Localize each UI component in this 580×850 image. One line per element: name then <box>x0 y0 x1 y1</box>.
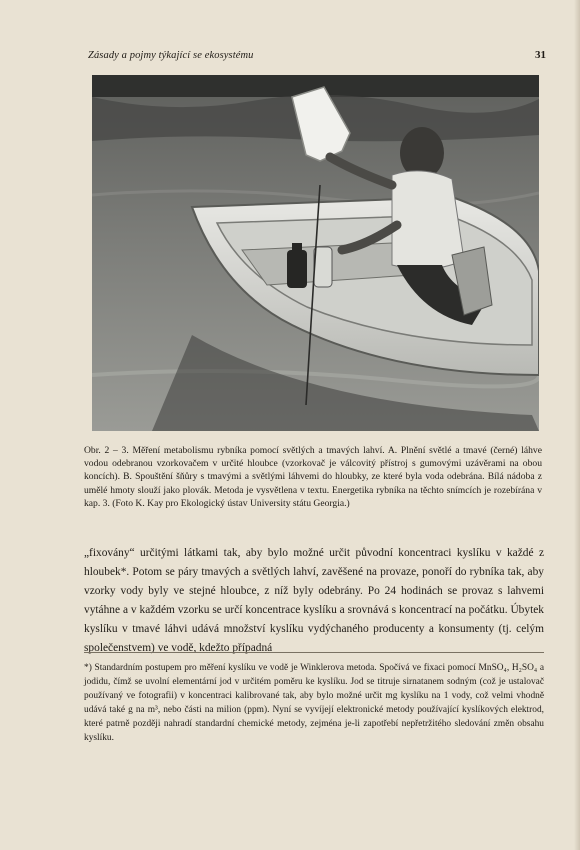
footnote-divider <box>84 652 544 653</box>
footnote: *) Standardním postupem pro měření kyslíku ve vodě je Winklerova metoda. Spočívá ve fixaci pomocí MnSO₄, H₂SO₄ a jodidu, čímž se uvolní elementární jod v určitém poměru ke kyslíku. Jod se titruje sirnatanem sodným (což je ustalovač používaný ve fotografii) v koncentraci kalibrované tak, aby bylo možné určit mg kyslíku na 1 vody, což velmi vhodně udává také g na m³, nebo části na milion (ppm). Nyní se vyvíjejí elektronické metody používající kyslíkových elektrod, které patrně později nahradí standardní chemické metody, zejména je-li zapotřebí nepřetržitého sledování změn obsahu kyslíku. <box>84 663 544 743</box>
figure-caption: Obr. 2 – 3. Měření metabolismu rybníka pomocí světlých a tmavých lahví. A. Plnění světlé a tmavé (černé) láhve vodou odebranou vzorkovačem v určité hloubce (vzorkovač je válcovitý přístroj s gumovými uzávěrami na obou koncích). B. Spouštění šňůry s tmavými a světlými láhvemi do hloubky, ze které byla voda odebrána. Bílá nádoba z umělé hmoty slouží jako plovák. Metoda je vysvětlena v textu. Energetika rybníka na těchto snímcích je rozebírána v kap. 3. (Foto K. Kay pro Ekologický ústav University státu Georgia.) <box>84 445 542 509</box>
body-paragraph: „fixovány“ určitými látkami tak, aby bylo možné určit původní koncentraci kyslíku v každé z hloubek*. Potom se páry tmavých a světlých lahví, zavěšené na provaze, ponoří do rybníka tak, aby vzorky vody byly ve stejné hloubce, z níž byly odebrány. Po 24 hodinách se provaz s lahvemi vytáhne a v každém vzorku se určí koncentrace kyslíku a srovnává s koncentrací na počátku. Úbytek kyslíku v tmavé láhvi udává množství kyslíku vydýchaného producenty a konsumenty (tj. celým společenstvem) ve vodě, kdežto případná <box>84 547 544 654</box>
boat-photo-image <box>92 75 539 431</box>
page-header <box>88 50 546 68</box>
figure-photo <box>92 75 539 431</box>
running-head: Zásady a pojmy týkající se ekosystému <box>88 50 254 61</box>
page-edge <box>574 0 580 850</box>
page-number: 31 <box>535 49 546 61</box>
